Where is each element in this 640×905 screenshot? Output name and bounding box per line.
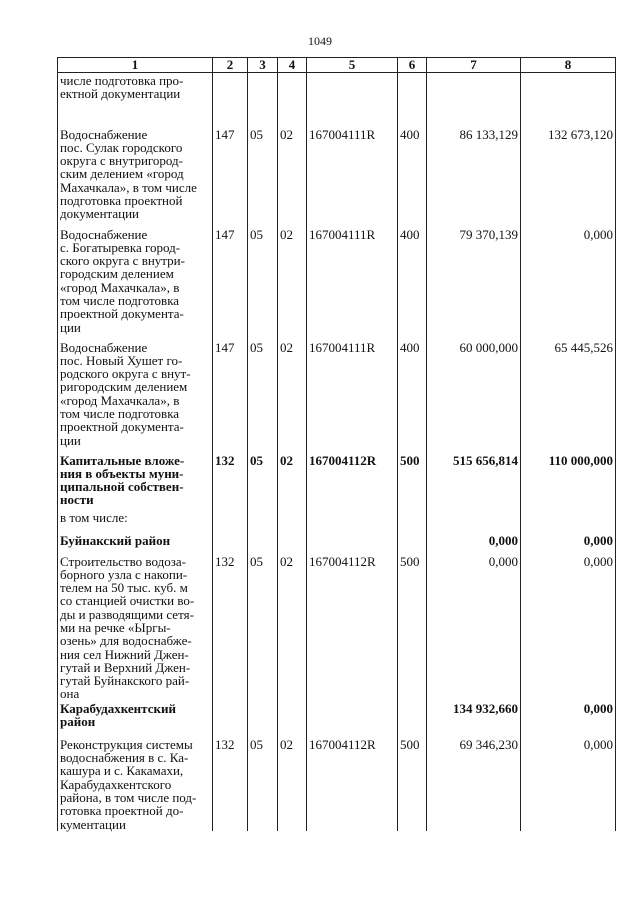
row-section-cell: 05 <box>248 340 278 453</box>
row-name-cell: в том числе: <box>58 510 213 533</box>
row-expense-type-cell: 500 <box>398 737 427 831</box>
row-name-cell: Водоснабжение пос. Сулак городского округа с внутригород- ским делением «город Махачкала», в том числе подготовка проектной документации <box>58 127 213 227</box>
row-section-cell: 05 <box>248 737 278 831</box>
row-subsection-cell: 02 <box>278 554 307 701</box>
row-admin-code-cell <box>213 701 248 737</box>
row-amount-1-cell <box>427 510 521 533</box>
row-expense-type-cell: 400 <box>398 340 427 453</box>
row-admin-code-cell: 132 <box>213 453 248 510</box>
row-name-cell: Водоснабжение с. Богатыревка город- ского округа с внутри- городским делением «город Махачкала», в том числе подготовка проектной документа- ции <box>58 227 213 340</box>
row-expense-type-cell <box>398 510 427 533</box>
row-amount-2-cell: 0,000 <box>521 554 616 701</box>
row-amount-2-cell <box>521 73 616 127</box>
row-admin-code-cell: 132 <box>213 554 248 701</box>
row-amount-2-cell <box>521 510 616 533</box>
row-expense-type-cell: 500 <box>398 453 427 510</box>
row-admin-code-cell <box>213 533 248 554</box>
header-cell: 3 <box>248 58 278 73</box>
page-number: 1049 <box>308 34 332 48</box>
table-row <box>58 73 616 127</box>
row-admin-code-cell: 147 <box>213 340 248 453</box>
row-expense-type-cell <box>398 533 427 554</box>
row-target-article-cell <box>307 510 398 533</box>
row-admin-code-cell: 147 <box>213 127 248 227</box>
row-name-cell: Реконструкция системы водоснабжения в с. Ка- кашура и с. Какамахи, Карабудахкентского района, в том числе под- готовка проектной до- кументации <box>58 737 213 831</box>
table-row <box>58 533 616 554</box>
row-target-article-cell: 167004111R <box>307 340 398 453</box>
row-target-article-cell: 167004111R <box>307 227 398 340</box>
row-amount-2-cell: 0,000 <box>521 737 616 831</box>
table-row <box>58 227 616 340</box>
header-cell: 7 <box>427 58 521 73</box>
row-name-cell: Строительство водоза- борного узла с накопи- телем на 50 тыс. куб. м со станцией очистки во- ды и разводящими сетя- ми на речке «Ыргы- озень» для водоснабже- ния сел Нижний Джен- гутай и Верхний Джен- гутай Буйнакского рай- она <box>58 554 213 701</box>
row-target-article-cell: 167004112R <box>307 737 398 831</box>
table-row <box>58 453 616 510</box>
table-row <box>58 127 616 227</box>
row-amount-2-cell: 0,000 <box>521 227 616 340</box>
row-target-article-cell: 167004112R <box>307 554 398 701</box>
row-target-article-cell: 167004111R <box>307 127 398 227</box>
row-subsection-cell: 02 <box>278 127 307 227</box>
table-row <box>58 510 616 533</box>
row-section-cell <box>248 533 278 554</box>
row-subsection-cell <box>278 533 307 554</box>
row-section-cell: 05 <box>248 554 278 701</box>
row-subsection-cell <box>278 701 307 737</box>
row-target-article-cell: 167004112R <box>307 453 398 510</box>
row-amount-1-cell: 134 932,660 <box>427 701 521 737</box>
row-subsection-cell: 02 <box>278 737 307 831</box>
row-amount-1-cell: 0,000 <box>427 554 521 701</box>
row-subsection-cell: 02 <box>278 227 307 340</box>
row-target-article-cell <box>307 73 398 127</box>
row-amount-1-cell: 69 346,230 <box>427 737 521 831</box>
row-amount-1-cell: 0,000 <box>427 533 521 554</box>
row-admin-code-cell: 132 <box>213 737 248 831</box>
row-subsection-cell: 02 <box>278 340 307 453</box>
header-cell: 4 <box>278 58 307 73</box>
row-section-cell: 05 <box>248 227 278 340</box>
header-cell: 1 <box>58 58 213 73</box>
row-expense-type-cell <box>398 73 427 127</box>
row-admin-code-cell <box>213 73 248 127</box>
row-amount-2-cell: 65 445,526 <box>521 340 616 453</box>
row-expense-type-cell <box>398 701 427 737</box>
header-cell: 6 <box>398 58 427 73</box>
table-row <box>58 737 616 831</box>
row-amount-1-cell: 515 656,814 <box>427 453 521 510</box>
row-amount-2-cell: 0,000 <box>521 701 616 737</box>
row-amount-2-cell: 0,000 <box>521 533 616 554</box>
row-target-article-cell <box>307 533 398 554</box>
row-name-cell: Буйнакский район <box>58 533 213 554</box>
row-section-cell <box>248 510 278 533</box>
row-admin-code-cell <box>213 510 248 533</box>
row-section-cell <box>248 73 278 127</box>
row-expense-type-cell: 400 <box>398 227 427 340</box>
header-cell: 5 <box>307 58 398 73</box>
table-row <box>58 554 616 701</box>
row-section-cell <box>248 701 278 737</box>
row-amount-1-cell <box>427 73 521 127</box>
row-subsection-cell <box>278 73 307 127</box>
row-subsection-cell <box>278 510 307 533</box>
row-name-cell: Карабудахкентский район <box>58 701 213 737</box>
table-row <box>58 340 616 453</box>
header-cell: 8 <box>521 58 616 73</box>
row-name-cell: Капитальные вложе- ния в объекты муни- ципальной собствен- ности <box>58 453 213 510</box>
row-amount-2-cell: 110 000,000 <box>521 453 616 510</box>
header-row <box>58 58 616 73</box>
row-name-cell: числе подготовка про- ектной документации <box>58 73 213 127</box>
row-subsection-cell: 02 <box>278 453 307 510</box>
row-admin-code-cell: 147 <box>213 227 248 340</box>
row-expense-type-cell: 500 <box>398 554 427 701</box>
row-amount-2-cell: 132 673,120 <box>521 127 616 227</box>
row-target-article-cell <box>307 701 398 737</box>
row-amount-1-cell: 86 133,129 <box>427 127 521 227</box>
budget-table <box>57 57 616 831</box>
row-name-cell: Водоснабжение пос. Новый Хушет го- родского округа с внут- ригородским делением «город Махачкала», в том числе подготовка проектной документа- ции <box>58 340 213 453</box>
row-section-cell: 05 <box>248 453 278 510</box>
row-amount-1-cell: 79 370,139 <box>427 227 521 340</box>
row-section-cell: 05 <box>248 127 278 227</box>
table-row <box>58 701 616 737</box>
row-expense-type-cell: 400 <box>398 127 427 227</box>
row-amount-1-cell: 60 000,000 <box>427 340 521 453</box>
header-cell: 2 <box>213 58 248 73</box>
